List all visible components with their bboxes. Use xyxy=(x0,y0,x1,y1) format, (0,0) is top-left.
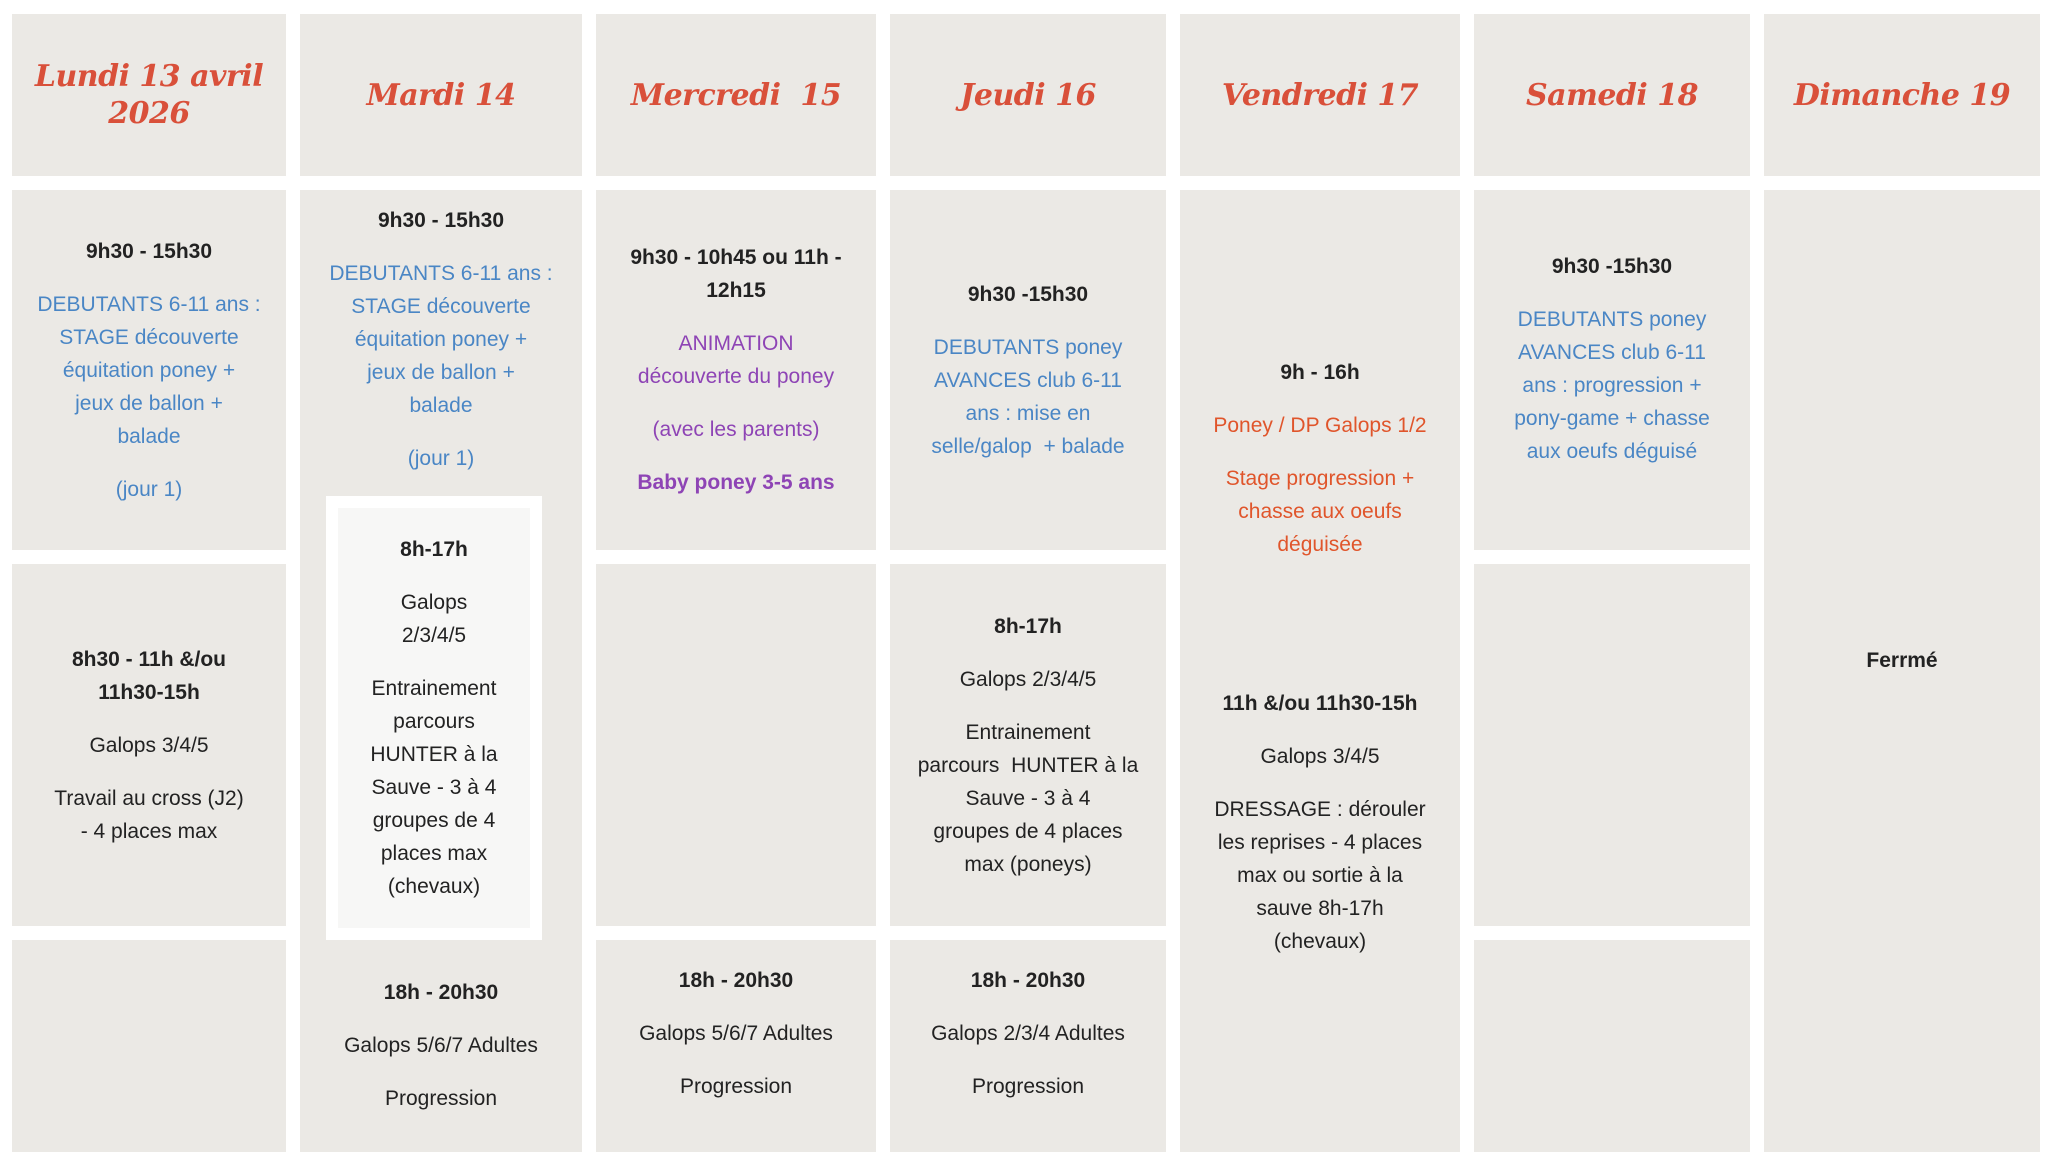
day-title-mardi: Mardi 14 xyxy=(366,77,516,113)
day-title-vendredi: Vendredi 17 xyxy=(1221,77,1419,113)
day-title-jeudi: Jeudi 16 xyxy=(960,77,1096,113)
text-line: balade xyxy=(117,424,181,448)
lundi-morning-slot xyxy=(12,190,286,550)
text-line: HUNTER à la xyxy=(370,743,498,766)
dimanche-column xyxy=(1764,190,2040,1152)
header-samedi xyxy=(1474,14,1750,176)
text-line: équitation poney + xyxy=(62,358,236,382)
text-line: ANIMATION xyxy=(678,332,794,355)
slot-level: Galops 2/3/4/5 xyxy=(959,667,1097,691)
text-line: - 4 places max xyxy=(80,819,218,843)
day-title-line: Lundi 13 avril xyxy=(34,59,264,94)
slot-time xyxy=(630,241,841,307)
jeudi-midday-slot xyxy=(890,564,1166,926)
slot-description xyxy=(918,716,1139,881)
slot-level: Galops 3/4/5 xyxy=(89,733,209,757)
text-line: Sauve - 3 à 4 xyxy=(965,786,1091,810)
text-line: AVANCES club 6-11 xyxy=(934,368,1122,392)
text-line: Travail au cross (J2) xyxy=(54,786,244,810)
day-title-samedi: Samedi 18 xyxy=(1526,77,1698,113)
text-line: Galops xyxy=(400,591,468,614)
text-line: groupes de 4 places xyxy=(933,819,1123,843)
slot-note: (jour 1) xyxy=(407,447,475,470)
slot-time: 9h30 - 15h30 xyxy=(377,209,505,232)
day-title-lundi xyxy=(35,58,263,132)
slot-time: 8h-17h xyxy=(994,614,1062,638)
slot-description xyxy=(1214,793,1425,958)
samedi-morning-slot xyxy=(1474,190,1750,550)
mercredi-midday-slot xyxy=(596,564,876,926)
header-mardi xyxy=(300,14,582,176)
slot-time: 9h30 -15h30 xyxy=(1551,255,1673,278)
closed-status: Ferrmé xyxy=(1866,649,1938,672)
text-line: max (poneys) xyxy=(964,852,1092,876)
text-line: déguisée xyxy=(1277,533,1363,556)
header-lundi xyxy=(12,14,286,176)
slot-level: Galops 5/6/7 Adultes xyxy=(344,1034,538,1057)
text-line: parcours HUNTER à la xyxy=(917,753,1139,777)
text-line: max ou sortie à la xyxy=(1237,864,1403,887)
slot-note: (avec les parents) xyxy=(652,418,820,441)
slot-description xyxy=(37,288,260,453)
text-line: DRESSAGE : dérouler xyxy=(1214,798,1426,821)
text-line: jeux de ballon + xyxy=(75,391,223,415)
samedi-midday-slot xyxy=(1474,564,1750,926)
slot-time: 8h-17h xyxy=(400,538,468,561)
text-line: chasse aux oeufs xyxy=(1238,500,1402,523)
slot-description xyxy=(329,257,552,422)
mardi-evening-slot xyxy=(300,952,582,1152)
text-line: DEBUTANTS poney xyxy=(1517,308,1707,331)
text-line: STAGE découverte xyxy=(59,325,239,349)
slot-time: 9h30 -15h30 xyxy=(967,282,1089,306)
slot-time xyxy=(72,643,226,709)
slot-level: Galops 2/3/4 Adultes xyxy=(931,1022,1125,1045)
text-line: places max xyxy=(380,842,488,865)
slot-description xyxy=(931,331,1124,463)
mardi-midday-slot xyxy=(338,508,530,928)
text-line: 8h30 - 11h &/ou xyxy=(71,647,227,671)
text-line: 9h30 - 10h45 ou 11h - xyxy=(630,246,842,269)
text-line: les reprises - 4 places xyxy=(1217,831,1423,854)
header-jeudi xyxy=(890,14,1166,176)
lundi-evening-slot xyxy=(12,940,286,1152)
slot-time: 18h - 20h30 xyxy=(970,969,1086,992)
text-line: ans : progression + xyxy=(1522,374,1702,397)
text-line: (chevaux) xyxy=(387,875,481,898)
slot-level xyxy=(401,586,468,652)
slot-time: 18h - 20h30 xyxy=(678,969,794,992)
slot-level: Galops 3/4/5 xyxy=(1260,745,1380,768)
text-line: découverte du poney xyxy=(637,365,835,388)
text-line: balade xyxy=(409,394,473,417)
slot-note: (jour 1) xyxy=(115,477,183,501)
text-line: Entrainement xyxy=(371,677,497,700)
text-line: équitation poney + xyxy=(354,328,528,351)
text-line: sauve 8h-17h xyxy=(1256,897,1384,920)
text-line: Entrainement xyxy=(965,720,1091,744)
slot-description: Progression xyxy=(971,1075,1085,1098)
text-line: groupes de 4 xyxy=(372,809,496,832)
slot-description xyxy=(638,327,834,393)
slot-time: 11h &/ou 11h30-15h xyxy=(1222,692,1418,715)
slot-time: 18h - 20h30 xyxy=(383,981,499,1004)
text-line: STAGE découverte xyxy=(351,295,531,318)
slot-description xyxy=(1514,303,1710,468)
text-line: Stage progression + xyxy=(1225,467,1415,490)
text-line: DEBUTANTS 6-11 ans : xyxy=(37,292,261,316)
slot-age-group: Baby poney 3-5 ans xyxy=(637,471,835,494)
text-line: parcours xyxy=(393,710,475,733)
vendredi-column xyxy=(1180,190,1460,1152)
text-line: DEBUTANTS 6-11 ans : xyxy=(329,262,553,285)
slot-time: 9h30 - 15h30 xyxy=(85,239,213,263)
text-line: jeux de ballon + xyxy=(367,361,515,384)
slot-description: Progression xyxy=(679,1075,793,1098)
text-line: 2/3/4/5 xyxy=(401,624,467,647)
text-line: 11h30-15h xyxy=(98,680,200,704)
text-line: ans : mise en xyxy=(965,401,1091,425)
jeudi-evening-slot xyxy=(890,940,1166,1152)
header-mercredi xyxy=(596,14,876,176)
day-title-line: 2026 xyxy=(108,96,190,131)
text-line: DEBUTANTS poney xyxy=(933,335,1123,359)
slot-level: Poney / DP Galops 1/2 xyxy=(1213,414,1427,437)
mercredi-evening-slot xyxy=(596,940,876,1152)
slot-description xyxy=(370,672,497,903)
samedi-evening-slot xyxy=(1474,940,1750,1152)
day-title-mercredi: Mercredi 15 xyxy=(630,77,842,113)
text-line: pony-game + chasse xyxy=(1514,407,1710,430)
slot-description xyxy=(1226,462,1415,561)
text-line: (chevaux) xyxy=(1273,930,1367,953)
text-line: selle/galop + balade xyxy=(931,434,1125,458)
slot-description: Progression xyxy=(384,1087,498,1110)
lundi-midday-slot xyxy=(12,564,286,926)
jeudi-morning-slot xyxy=(890,190,1166,550)
day-title-dimanche: Dimanche 19 xyxy=(1793,77,2011,113)
slot-time: 9h - 16h xyxy=(1280,361,1360,384)
header-dimanche xyxy=(1764,14,2040,176)
text-line: aux oeufs déguisé xyxy=(1526,440,1698,463)
text-line: 12h15 xyxy=(706,279,766,302)
text-line: Sauve - 3 à 4 xyxy=(371,776,497,799)
header-vendredi xyxy=(1180,14,1460,176)
text-line: AVANCES club 6-11 xyxy=(1518,341,1706,364)
mercredi-morning-slot xyxy=(596,190,876,550)
slot-level: Galops 5/6/7 Adultes xyxy=(639,1022,833,1045)
slot-description xyxy=(54,782,243,848)
